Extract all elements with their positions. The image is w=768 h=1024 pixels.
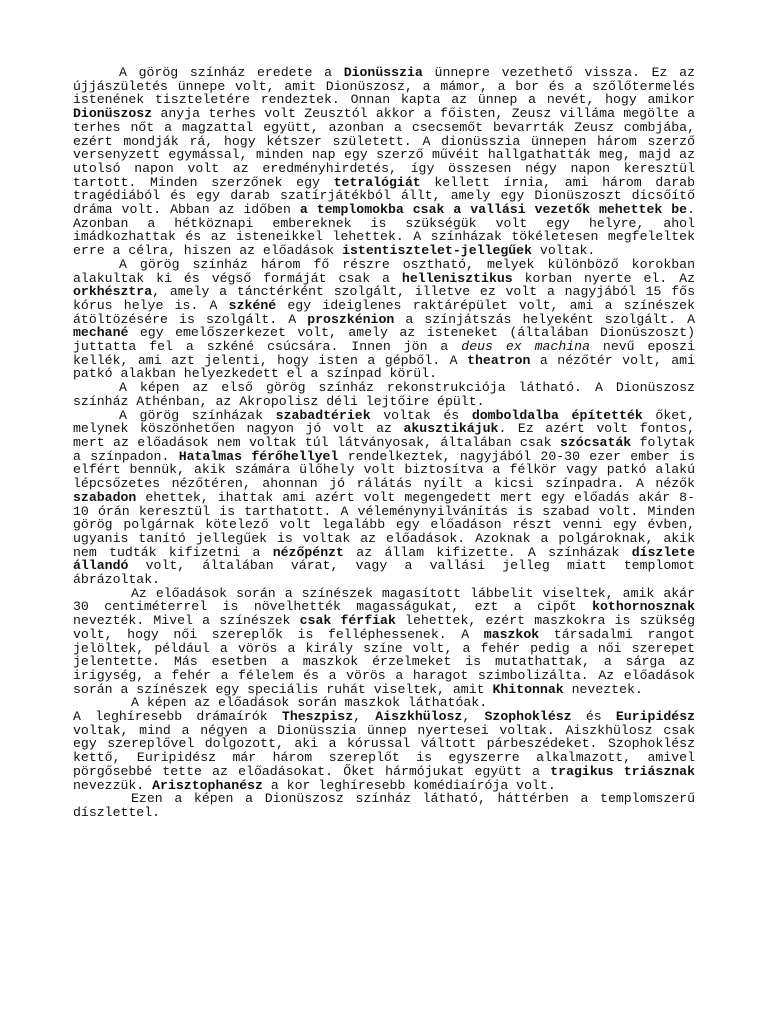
bold-term: Dionüsszia xyxy=(343,65,423,80)
bold-term: szabadon xyxy=(73,489,137,505)
text-run: voltak. xyxy=(532,243,596,259)
bold-term: kothornosznak xyxy=(592,599,695,615)
bold-term: díszlete állandó xyxy=(73,544,695,574)
bold-term: szócsaták xyxy=(559,434,632,450)
text-run: a nézőtér volt, ami patkó alakban helyezkedett el a színpad körül. xyxy=(73,352,695,382)
text-run: lehettek, ezért maszkokra is szükség volt, hogy női szereplők is felléphessenek. A xyxy=(73,613,695,642)
bold-term: theatron xyxy=(467,352,531,368)
text-run: egy ideiglenes raktárépület volt, ami a színészek átöltözésére is szolgált. A xyxy=(73,297,695,327)
text-run: A képen az előadások során maszkok láthatóak. xyxy=(131,695,488,711)
text-run: és xyxy=(571,709,616,725)
text-run: őket, melynek köszönhetően nagyon jó volt az xyxy=(73,407,695,437)
bold-term: tragikus triásznak xyxy=(550,763,695,779)
bold-term: Arisztophanész xyxy=(152,777,263,793)
text-run: nevezzük. xyxy=(73,777,153,793)
bold-term: akusztikájuk xyxy=(403,421,499,437)
bold-term: Theszpisz xyxy=(281,709,354,725)
text-run: . Azonban a hétköznapi embereknek is szükségük volt egy helyre, ahol imádkozhattak és az isteneikkel lehettek. A színházak tökéletesen megfeleltek erre a célra, hiszen az előadások xyxy=(73,202,695,259)
text-run: a színjátszás helyeként szolgált. A xyxy=(394,311,695,327)
bold-term: Khitonnak xyxy=(492,681,564,697)
bold-term: szabadtériek xyxy=(275,407,371,423)
bold-term: csak férfiak xyxy=(299,613,396,629)
text-run: . Ez azért volt fontos, mert az előadások nem voltak túl látványosak, általában csak xyxy=(73,421,695,450)
bold-term: proszkénion xyxy=(307,311,395,327)
text-run: neveztek. xyxy=(563,681,643,697)
text-run: anyja terhes volt Zeusztól akkor a főisten, Zeusz villáma megölte a terhes nőt a magzattal együtt, azonban a csecsemőt bevarrták Zeusz combjába, ezért mondják rá, hogy kétszer született. A dionüsszia ünnepen három szerző versenyzett egymással, minden nap egy szerző művéit hallgathatták meg, majd az utolsó napon volt az eredményhirdetés, így összesen négy napon keresztül tartott. Minden szerzőnek egy xyxy=(73,106,695,190)
paragraph xyxy=(73,696,695,710)
text-run: folytak a színpadon. xyxy=(73,434,695,464)
bold-term: mechané xyxy=(73,325,129,341)
paragraph xyxy=(73,710,695,792)
text-run: ünnepre vezethető vissza. Ez az újjászületés ünnepe volt, amit Dionüszosz, a mámor, a bor és a szőlőtermelés istenének tiszteletére rendeztek. Onnan kapta az ünnep a nevét, hogy amikor xyxy=(73,65,695,108)
text-run: Ezen a képen a Dionüszosz színház látható, háttérben a templomszerű díszlettel. xyxy=(73,791,695,820)
bold-term: istentisztelet-jellegűek xyxy=(342,243,533,259)
text-run: , xyxy=(462,709,485,725)
paragraph xyxy=(73,381,695,408)
bold-term: Hatalmas férőhellyel xyxy=(178,448,339,464)
text-run: Az előadások során a színészek magasított lábbelit viseltek, amik akár 30 centiméterrel is növelhették magasságukat, ezt a cipőt xyxy=(73,585,695,615)
paragraph xyxy=(73,66,695,258)
paragraph xyxy=(73,792,695,819)
text-run: A leghíresebb drámaírók xyxy=(73,709,282,725)
bold-term: Aiszkhülosz xyxy=(375,709,463,725)
bold-term: nézőpénzt xyxy=(272,544,344,560)
text-run: A görög színház három fő részre osztható, melyek különböző korokban alakultak ki és végső formáját csak a xyxy=(73,256,695,286)
bold-term: orkhésztra xyxy=(73,284,153,300)
text-run: A képen az első görög színház rekonstrukciója látható. A Dionüszosz színház Athénban, az Akropolisz déli lejtőire épült. xyxy=(73,380,695,409)
text-run: nevű eposzi kellék, ami azt jelenti, hogy isten a gépből. A xyxy=(73,339,695,368)
bold-term: Dionüszosz xyxy=(73,106,153,122)
text-run: volt, általában várat, vagy a vallási jelleg miatt templomot ábrázoltak. xyxy=(73,558,695,588)
text-run: , xyxy=(353,709,376,725)
text-run: voltak és xyxy=(370,407,472,423)
italic-term: deus ex machina xyxy=(461,339,591,355)
bold-term: hellenisztikus xyxy=(401,270,513,286)
text-run: rendelkeztek, nagyjából 20-30 ezer ember is elfért bennük, akik számára ülőhely volt biztosítva a félkör vagy patkó alakú lépcsőzetes nézőtéren, ahonnan jó rálátás nyílt a kicsi színpadra. A nézők xyxy=(73,448,695,492)
text-run: voltak, mind a négyen a Dionüsszia ünnep nyertesei voltak. Aiszkhülosz csak egy szereplővel dolgozott, aki a kórussal váltott párbeszédeket. Szophoklész kettő, Euripidész már három szereplőt is egyszerre alkalmazott, amivel pörgősebbé tette az előadásokat. Őket hármójukat együtt a xyxy=(73,722,695,779)
text-run: társadalmi rangot jelöltek, például a vörös a király színe volt, a fehér pedig a női szerepet jelentette. Más esetben a maszkok érzelmeket is mutathattak, a sárga az irigység, a fehér a félelem és a vörös a haragot szimbolizálta. Az előadások során a színészek egy speciális ruhát viseltek, amit xyxy=(73,626,695,697)
text-run: a kor leghíresebb komédiaírója volt. xyxy=(262,777,556,793)
bold-term: Euripidész xyxy=(615,709,696,725)
bold-term: maszkok xyxy=(483,626,540,642)
text-run: az állam kifizette. A színházak xyxy=(343,544,632,560)
paragraph xyxy=(73,258,695,381)
text-run: A görög színház eredete a xyxy=(119,65,344,80)
text-run: egy emelőszerkezet volt, amely az isteneket (általában Dionüszoszt) juttatta fel a szkéné csúcsára. Innen jön a xyxy=(73,325,695,355)
paragraph xyxy=(73,409,695,587)
bold-term: tetralógiát xyxy=(333,174,421,190)
text-run: ehettek, ihattak ami azért volt megengedett mert egy előadás akár 8-10 órán keresztül is tarthatott. A véleménynyilvánítás is szabad volt. Minden görög polgárnak kötelező volt legalább egy előadáson részt venni egy évben, ugyanis tanító jellegűek is voltak az előadások. Azoknak a polgároknak, akik nem tudták kifizetni a xyxy=(73,489,695,560)
text-run: kellett írnia, ami három darab tragédiából és egy darab szatírjátékból állt, amely egy Dionüszoszt dicsőítő dráma volt. Abban az időben xyxy=(73,174,695,218)
paragraph xyxy=(73,587,695,697)
text-run: korban nyerte el. Az xyxy=(512,270,695,286)
text-run: A görög színházak xyxy=(119,407,276,423)
document-page xyxy=(73,66,695,820)
bold-term: domboldalba építették xyxy=(471,407,643,423)
bold-term: Szophoklész xyxy=(484,709,572,725)
bold-term: szkéné xyxy=(228,297,277,313)
bold-term: a templomokba csak a vallási vezetők mehettek be xyxy=(299,202,688,218)
text-run: nevezték. Mivel a színészek xyxy=(73,613,300,629)
text-run: , amely a tánctérként szolgált, illetve ez volt a nagyjából 15 fős kórus helye is. A xyxy=(73,284,695,313)
